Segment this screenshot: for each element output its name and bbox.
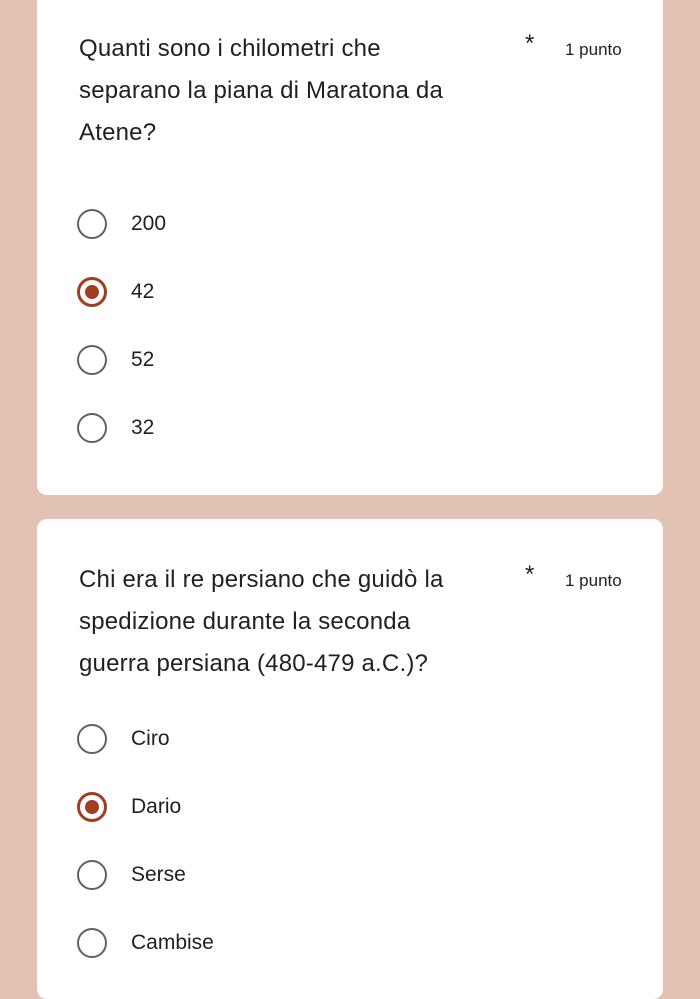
option-32[interactable] <box>77 394 166 462</box>
question-header <box>79 559 625 685</box>
option-label: Ciro <box>131 727 170 750</box>
question-title: Chi era il re persiano che guidò la spedizione durante la seconda guerra persiana (480-479 a.C.)? <box>79 566 444 677</box>
radio-button[interactable] <box>77 413 107 443</box>
radio-button[interactable] <box>77 792 107 822</box>
option-label: Cambise <box>131 931 214 954</box>
option-label: 52 <box>131 348 155 371</box>
option-ciro[interactable] <box>77 705 214 773</box>
question-header <box>79 28 625 154</box>
option-52[interactable] <box>77 326 166 394</box>
option-cambise[interactable] <box>77 909 214 977</box>
option-dario[interactable] <box>77 773 214 841</box>
option-label: 42 <box>131 280 155 303</box>
option-42[interactable] <box>77 258 166 326</box>
question-card-1 <box>37 0 663 495</box>
options-group <box>77 190 166 462</box>
option-label: 32 <box>131 416 155 439</box>
option-label: 200 <box>131 212 167 235</box>
option-serse[interactable] <box>77 841 214 909</box>
radio-button[interactable] <box>77 277 107 307</box>
question-points: 1 punto <box>565 40 622 59</box>
question-card-2 <box>37 519 663 999</box>
question-points: 1 punto <box>565 571 622 590</box>
required-asterisk: * <box>525 30 535 57</box>
radio-button[interactable] <box>77 928 107 958</box>
option-200[interactable] <box>77 190 166 258</box>
radio-button[interactable] <box>77 860 107 890</box>
required-asterisk: * <box>525 561 535 588</box>
radio-button[interactable] <box>77 209 107 239</box>
options-group <box>77 705 214 977</box>
option-label: Serse <box>131 863 186 886</box>
option-label: Dario <box>131 795 182 818</box>
radio-button[interactable] <box>77 724 107 754</box>
radio-button[interactable] <box>77 345 107 375</box>
question-title: Quanti sono i chilometri che separano la piana di Maratona da Atene? <box>79 35 443 146</box>
